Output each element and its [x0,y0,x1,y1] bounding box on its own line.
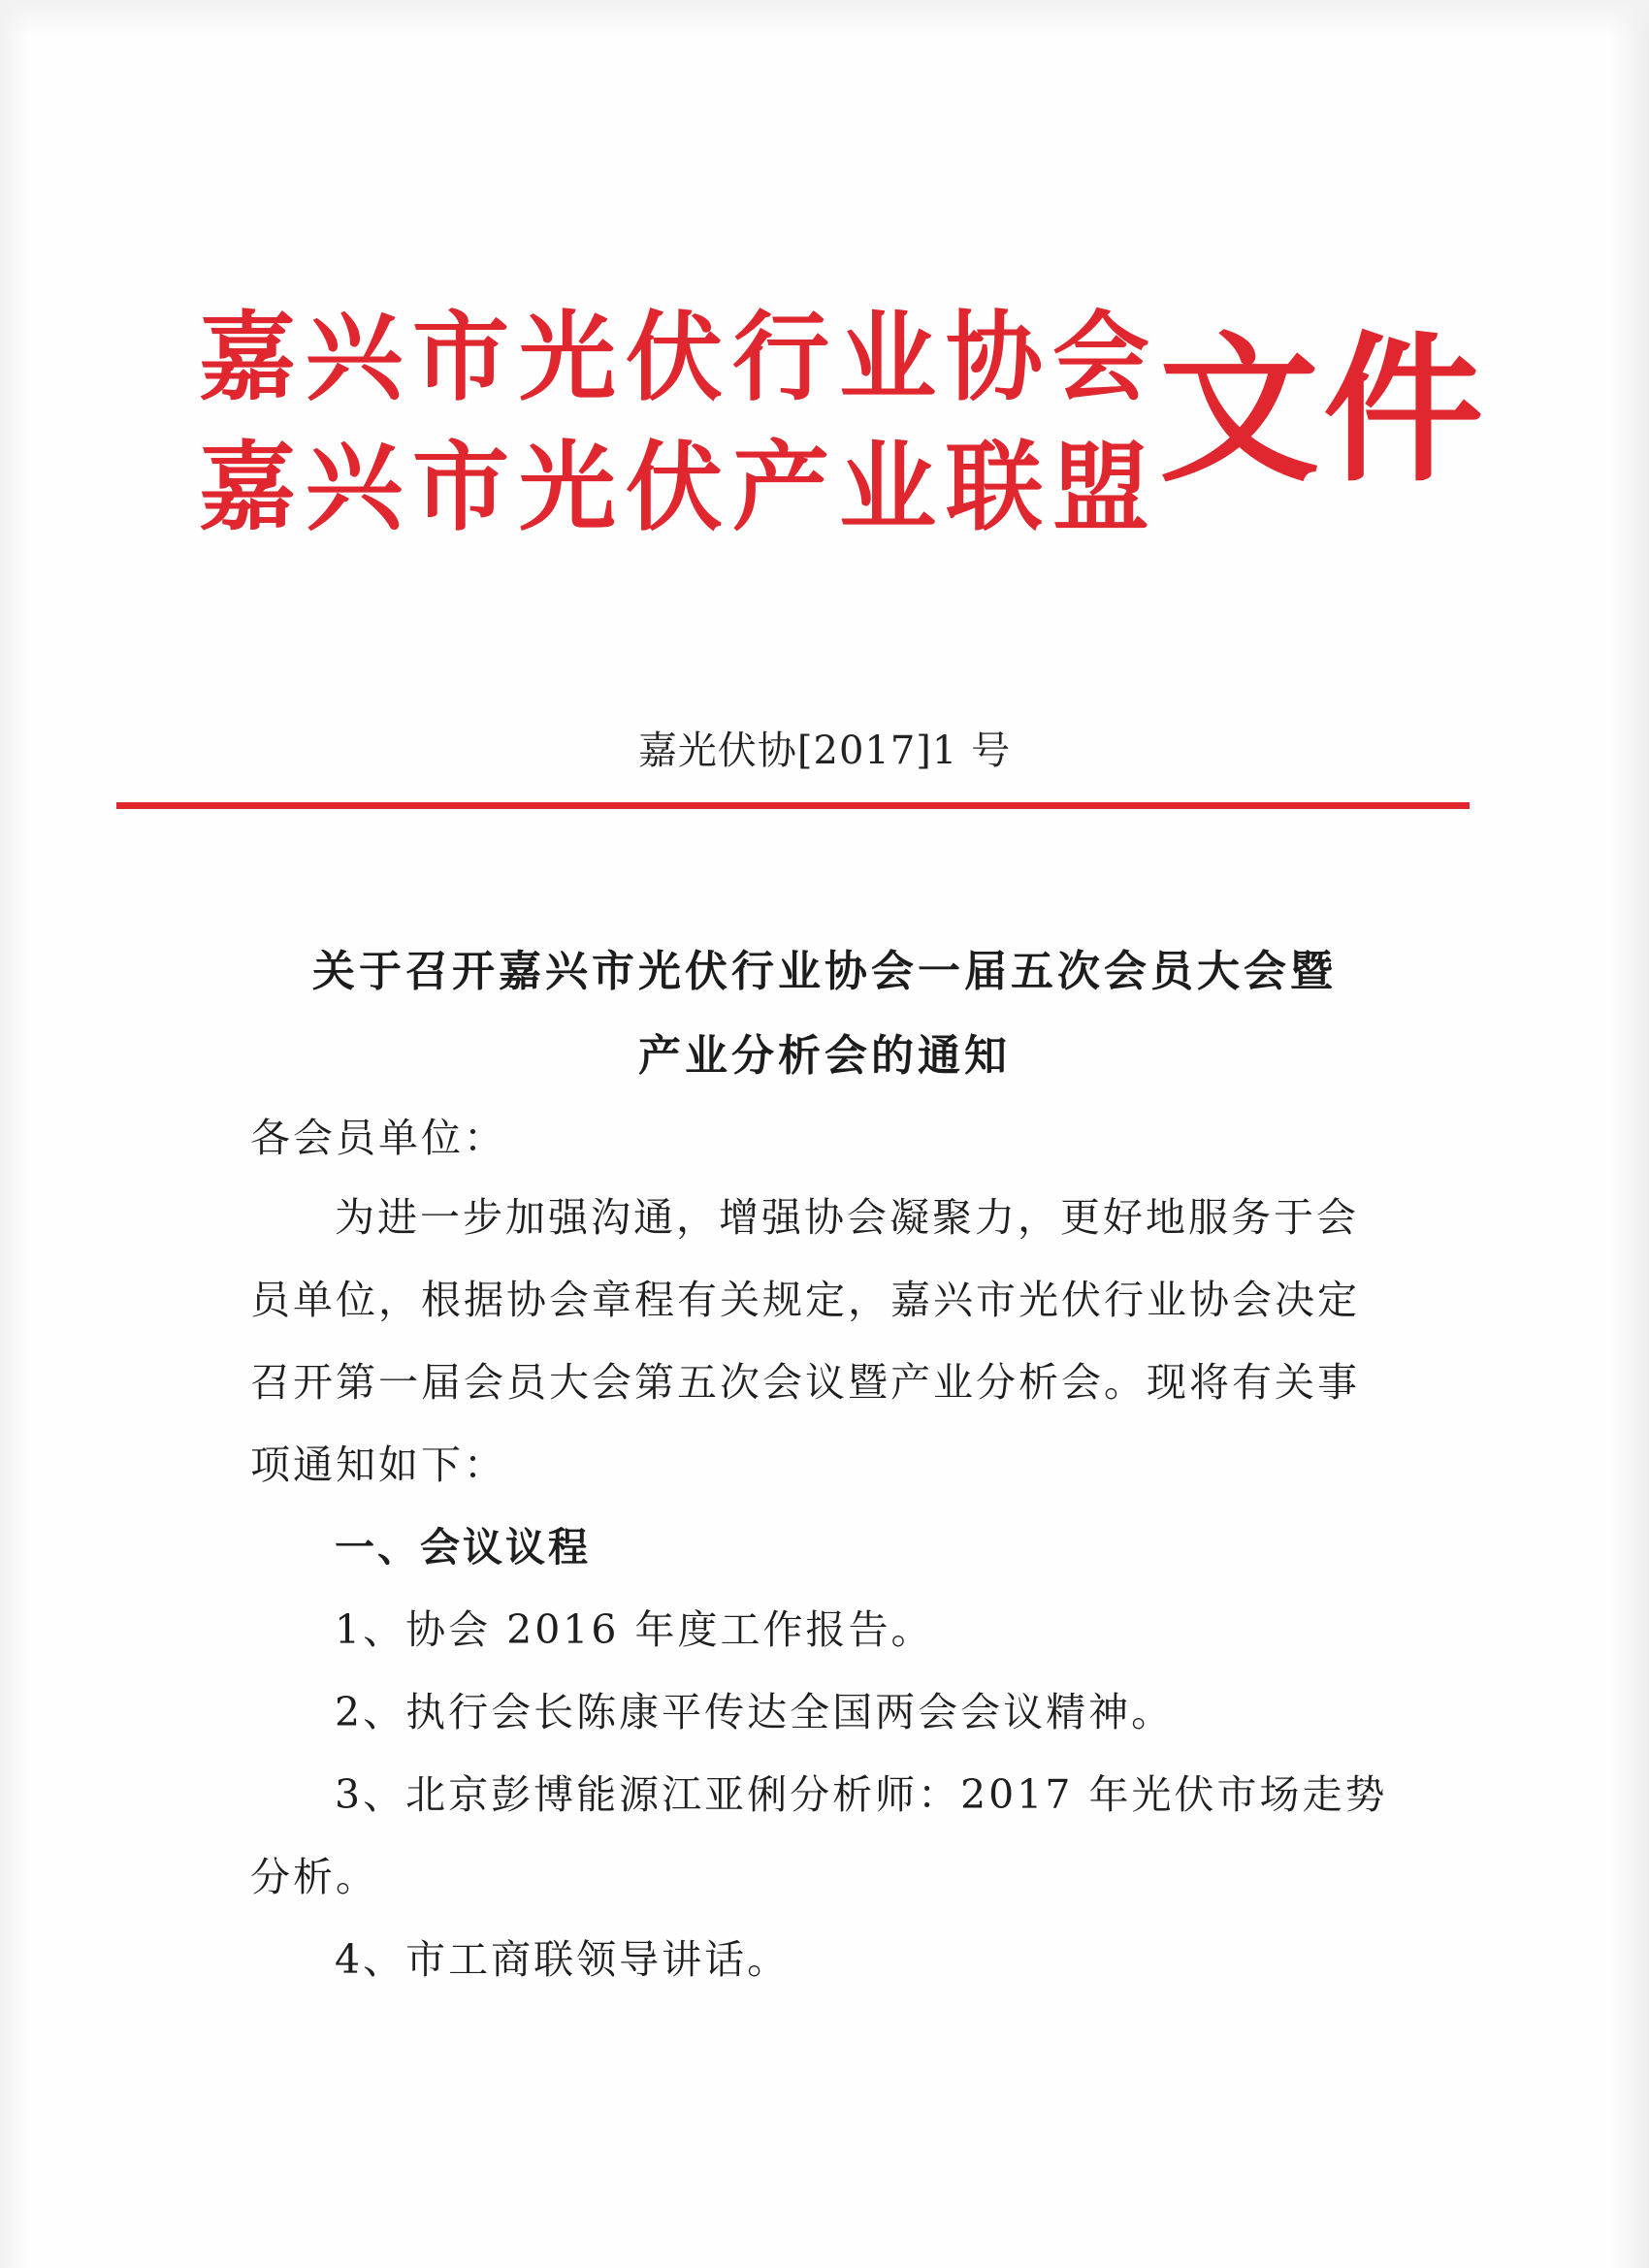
notice-title-line-1: 关于召开嘉兴市光伏行业协会一届五次会员大会暨 [312,947,1337,996]
agenda-item-4: 4、市工商联领导讲话。 [335,1936,791,1983]
section-1-heading: 一、会议议程 [335,1524,591,1571]
notice-title-line-2: 产业分析会的通知 [638,1031,1011,1081]
paragraph-1-line-2: 员单位，根据协会章程有关规定，嘉兴市光伏行业协会决定 [250,1277,1360,1323]
salutation: 各会员单位： [250,1115,506,1161]
scan-shadow-left [0,0,29,2268]
document-number: 嘉光伏协[2017]1 号 [637,729,1012,773]
masthead-org-line-2: 嘉兴市光伏产业联盟 [199,430,1159,544]
agenda-item-2: 2、执行会长陈康平传达全国两会会议精神。 [335,1689,1175,1735]
paragraph-1-line-3: 召开第一届会员大会第五次会议暨产业分析会。现将有关事 [250,1359,1360,1406]
scan-shadow-top [0,0,1649,39]
agenda-item-3-line-1: 3、北京彭博能源江亚俐分析师：2017 年光伏市场走势 [335,1771,1388,1818]
red-divider-rule [116,802,1470,809]
masthead-org-line-1: 嘉兴市光伏行业协会 [199,300,1159,414]
agenda-item-3-line-2: 分析。 [250,1854,378,1900]
agenda-item-1: 1、协会 2016 年度工作报告。 [335,1606,934,1653]
scan-shadow-right [1610,0,1649,2268]
paragraph-1-line-4: 项通知如下： [250,1442,506,1488]
paragraph-1-line-1: 为进一步加强沟通，增强协会凝聚力，更好地服务于会 [335,1194,1359,1241]
masthead-doc-word: 文件 [1159,315,1487,503]
